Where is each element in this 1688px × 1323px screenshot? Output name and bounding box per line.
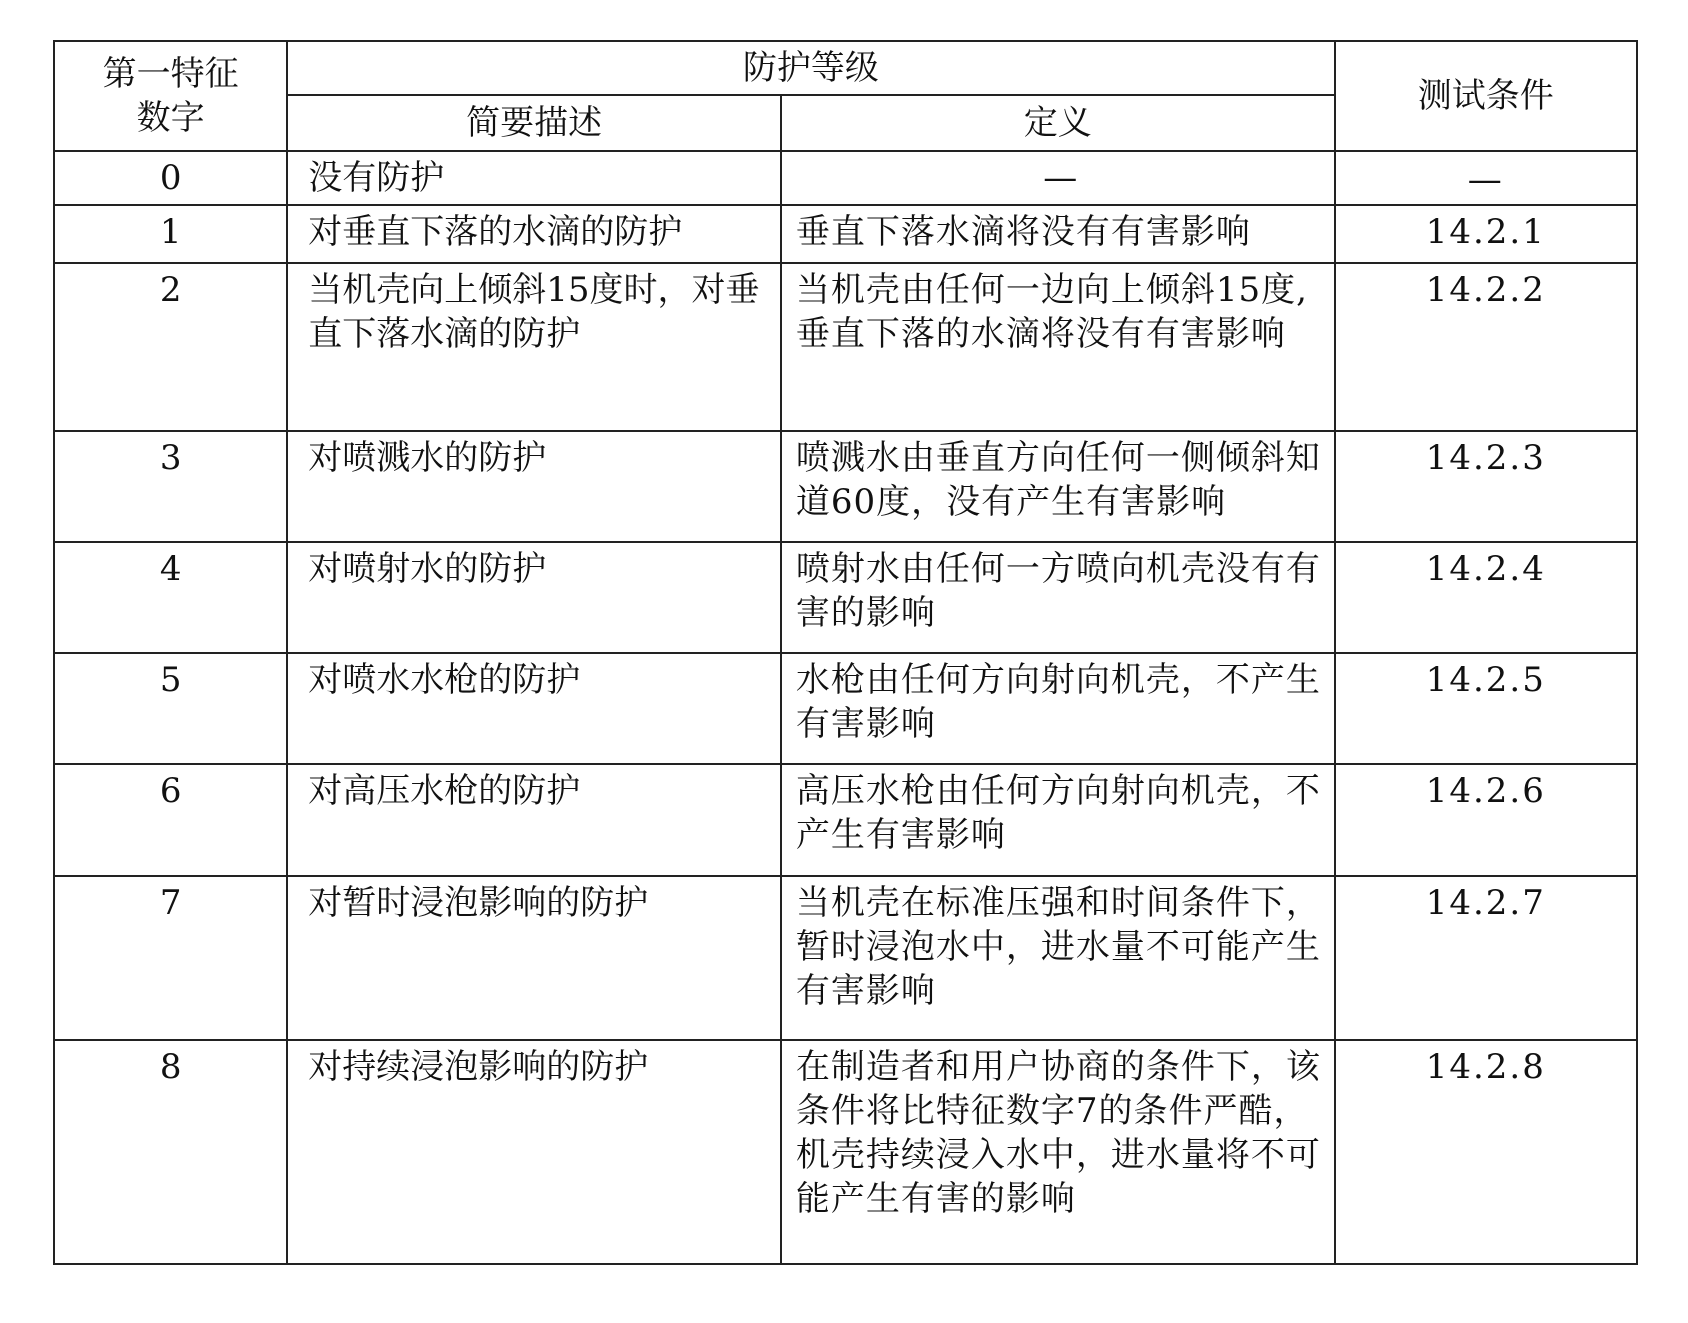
row-digit: 5 [54, 653, 287, 764]
row-description: 对喷射水的防护 [287, 542, 781, 653]
row-digit: 6 [54, 764, 287, 876]
row-definition: 喷溅水由垂直方向任何一侧倾斜知道60度，没有产生有害影响 [781, 431, 1335, 542]
table-row [54, 653, 1637, 764]
row-description: 没有防护 [287, 151, 781, 205]
row-definition: 垂直下落水滴将没有有害影响 [781, 205, 1335, 263]
row-description: 对持续浸泡影响的防护 [287, 1040, 781, 1264]
header-brief-description: 简要描述 [287, 95, 781, 151]
row-digit: 7 [54, 876, 287, 1040]
row-test-condition: 14.2.8 [1335, 1040, 1637, 1264]
header-definition: 定义 [781, 95, 1335, 151]
row-digit: 3 [54, 431, 287, 542]
row-definition: 水枪由任何方向射向机壳，不产生有害影响 [781, 653, 1335, 764]
table-row [54, 1040, 1637, 1264]
header-characteristic-digit [54, 41, 287, 151]
header-protection-level: 防护等级 [287, 41, 1334, 95]
header-characteristic-digit-line1: 第一特征 [102, 54, 239, 94]
row-digit: 8 [54, 1040, 287, 1264]
row-description: 对喷水水枪的防护 [287, 653, 781, 764]
header-characteristic-digit-line2: 数字 [136, 98, 205, 138]
row-test-condition: 14.2.1 [1335, 205, 1637, 263]
table-row [54, 263, 1637, 431]
row-test-condition: 14.2.7 [1335, 876, 1637, 1040]
header-row-1 [54, 41, 1637, 95]
row-test-condition: 14.2.3 [1335, 431, 1637, 542]
header-test-conditions: 测试条件 [1335, 41, 1637, 151]
table-row [54, 542, 1637, 653]
row-definition: — [781, 151, 1335, 205]
row-description: 当机壳向上倾斜15度时，对垂直下落水滴的防护 [287, 263, 781, 431]
row-description: 对喷溅水的防护 [287, 431, 781, 542]
row-test-condition: 14.2.6 [1335, 764, 1637, 876]
table-row [54, 431, 1637, 542]
row-digit: 4 [54, 542, 287, 653]
ip-protection-table [53, 40, 1638, 1265]
row-test-condition: — [1335, 151, 1637, 205]
row-description: 对高压水枪的防护 [287, 764, 781, 876]
row-definition: 高压水枪由任何方向射向机壳，不产生有害影响 [781, 764, 1335, 876]
table-row [54, 205, 1637, 263]
table-body [54, 151, 1637, 1264]
table-header [54, 41, 1637, 151]
row-definition: 当机壳由任何一边向上倾斜15度,垂直下落的水滴将没有有害影响 [781, 263, 1335, 431]
row-digit: 0 [54, 151, 287, 205]
row-test-condition: 14.2.5 [1335, 653, 1637, 764]
row-description: 对暂时浸泡影响的防护 [287, 876, 781, 1040]
row-definition: 当机壳在标准压强和时间条件下，暂时浸泡水中，进水量不可能产生有害影响 [781, 876, 1335, 1040]
row-definition: 在制造者和用户协商的条件下，该条件将比特征数字7的条件严酷，机壳持续浸入水中，进水量将不可能产生有害的影响 [781, 1040, 1335, 1264]
row-definition: 喷射水由任何一方喷向机壳没有有害的影响 [781, 542, 1335, 653]
row-test-condition: 14.2.2 [1335, 263, 1637, 431]
table-row [54, 764, 1637, 876]
row-digit: 2 [54, 263, 287, 431]
row-digit: 1 [54, 205, 287, 263]
row-description: 对垂直下落的水滴的防护 [287, 205, 781, 263]
table-row [54, 151, 1637, 205]
row-test-condition: 14.2.4 [1335, 542, 1637, 653]
table-row [54, 876, 1637, 1040]
